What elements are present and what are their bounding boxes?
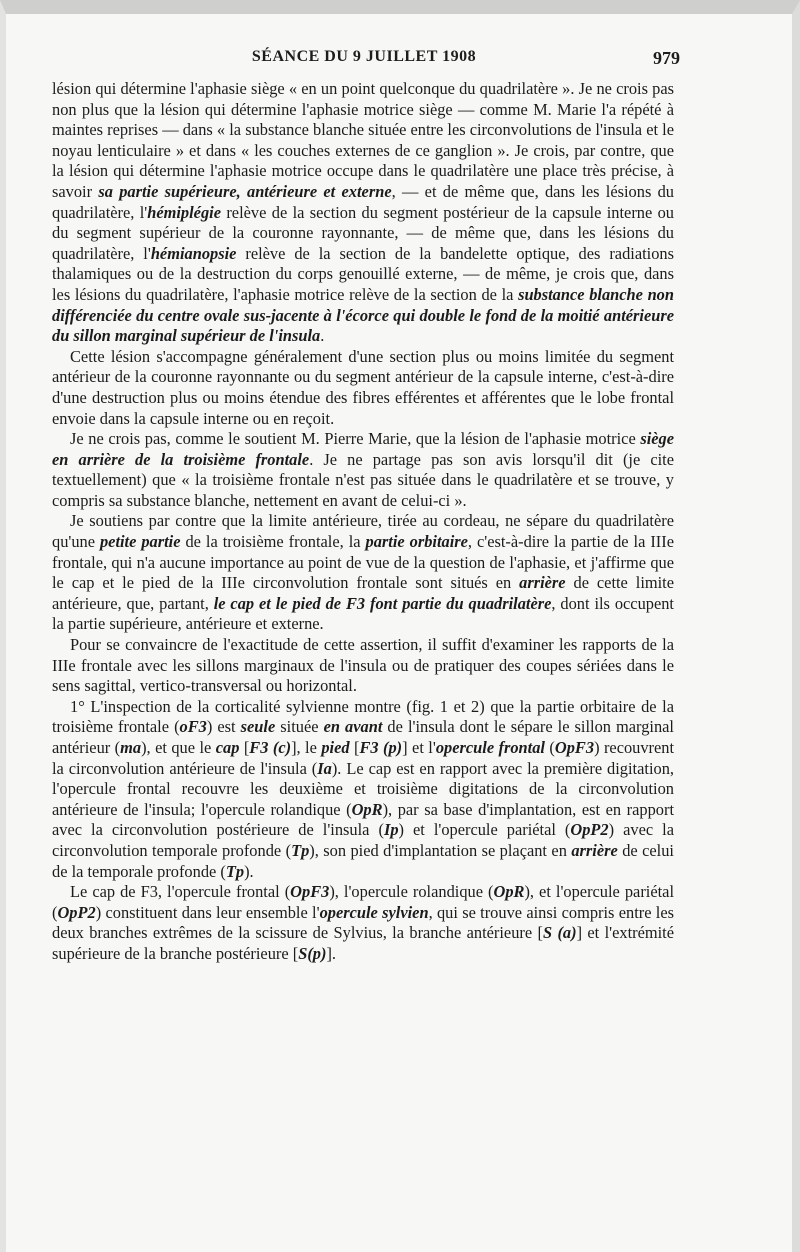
text-run: relève de la section du segment postérieur de la capsule interne ou du segment supérieur de la couronne rayonnante, — de même que, dans les lésions du quadrilatère, l' (52, 202, 674, 263)
emphasis-run: hémiplégie (147, 202, 221, 222)
text-run: de celui de la temporale profonde ( (52, 840, 674, 881)
text-run: ]. (326, 943, 336, 963)
emphasis-run: arrière (571, 840, 618, 860)
emphasis-run: Tp (291, 840, 310, 860)
emphasis-run: opercule frontal (435, 738, 545, 757)
emphasis-run: OpP2 (57, 902, 96, 922)
text-run: , — et de même que, dans les lésions du quadrilatère, l' (52, 181, 675, 222)
text-run: ), et l'opercule pariétal ( (52, 882, 674, 922)
emphasis-run: F3 (p) (359, 738, 403, 757)
text-run: située (275, 717, 324, 737)
text-run: ) avec la circonvolution temporale profonde ( (52, 820, 674, 860)
text-run: de l'insula dont le sépare le sillon marginal antérieur ( (52, 717, 674, 757)
text-run: ). (244, 861, 254, 881)
paragraph-7 (52, 882, 674, 964)
text-run: 1° L'inspection de la corticalité sylvienne montre (fig. 1 et 2) que la partie orbitaire de la troisième frontale ( (52, 696, 674, 737)
text-run: ). Le cap est en rapport avec la première digitation, l'opercule frontal recouvre les deuxième et troisième digitations de la circonvolution antérieure de l'insula; l'opercule rolandique ( (52, 758, 674, 819)
emphasis-run: le cap et le pied de F3 font partie du quadrilatère (213, 593, 552, 613)
emphasis-run: seule (240, 717, 276, 737)
emphasis-run: S (a) (542, 923, 577, 943)
text-run: , qui se trouve ainsi compris entre les deux branches extrêmes de la scissure de Sylvius, la branche antérieure [ (52, 902, 674, 943)
text-run: , c'est-à-dire la partie de la IIIe frontale, qui n'a aucune importance au point de vue de la question de l'aphasie, et j'affirme que le cap et le pied de la IIIe circonvolution frontale sont situés en (52, 532, 674, 593)
text-run: de cette limite antérieure, que, partant, (52, 573, 675, 613)
text-run: ) constituent dans leur ensemble l' (95, 902, 320, 922)
text-run: Je soutiens par contre que la limite antérieure, tirée au cordeau, ne sépare du quadrilatère qu'une (52, 511, 674, 552)
text-run: ), et que le (141, 738, 216, 757)
paragraph-5 (52, 635, 674, 697)
emphasis-run: OpF3 (554, 738, 595, 757)
emphasis-run: cap (215, 738, 240, 757)
text-run: Cette lésion s'accompagne généralement d'une section plus ou moins limitée du segment antérieur de la couronne rayonnante ou du segment antérieur de la capsule interne, c'est-à-dire d'une destruction plus ou moins étendue des fibres efférentes et afférentes que le lobe frontal envoie dans la capsule interne ou en reçoit. (52, 346, 674, 428)
text-run: ] et l'extrémité supérieure de la branche postérieure [ (52, 923, 675, 963)
text-run: ), par sa base d'implantation, est en rapport avec la circonvolution postérieure de l'insula ( (52, 799, 674, 840)
paragraph-4 (52, 511, 674, 635)
text-run: ] et l' (402, 738, 436, 757)
paragraph-1 (52, 79, 674, 347)
text-run: lésion qui détermine l'aphasie siège « en un point quelconque du quadrilatère ». Je ne crois pas non plus que la lésion qui détermine l'aphasie motrice siège — comme M. Marie l'a répété à maintes reprises — dans « la substance blanche située entre les circonvolutions de l'insula et le noyau lenticulaire » et dans « les couches externes de ce ganglion ». Je crois, par contre, que la lésion qui détermine l'aphasie motrice occupe dans le quadrilatère une place très précise, à savoir (52, 79, 674, 201)
text-run: [ (239, 738, 250, 757)
emphasis-run: en avant (323, 717, 383, 737)
running-header (48, 48, 680, 72)
paragraph-2 (52, 347, 674, 429)
emphasis-run: petite partie (99, 532, 181, 552)
paragraph-3 (52, 429, 674, 511)
text-run: [ (349, 738, 360, 757)
emphasis-run: oF3 (179, 717, 207, 737)
text-run: ) est (206, 717, 241, 737)
text-run: de la troisième frontale, la (180, 532, 366, 552)
emphasis-run: OpF3 (290, 882, 330, 902)
article-body (52, 79, 674, 965)
emphasis-run: hémianopsie (150, 243, 237, 263)
emphasis-run: pied (321, 738, 350, 757)
emphasis-run: ma (120, 738, 142, 757)
text-run: . (320, 326, 325, 346)
emphasis-run: OpP2 (570, 820, 609, 840)
text-run: ) et l'opercule pariétal ( (398, 820, 571, 840)
emphasis-run: Ia (317, 758, 332, 778)
emphasis-run: substance blanche non différenciée du centre ovale sus-jacente à l'écorce qui double le fond de la moitié antérieure du sillon marginal supérieur de l'insula (52, 284, 674, 346)
emphasis-run: partie orbitaire (365, 532, 468, 552)
running-title: SÉANCE DU 9 JUILLET 1908 (251, 48, 477, 65)
page-number: 979 (653, 48, 680, 68)
emphasis-run: opercule sylvien (319, 902, 429, 922)
text-run: ( (544, 738, 555, 757)
text-run: ], le (291, 738, 322, 757)
emphasis-run: arrière (519, 573, 566, 593)
emphasis-run: Tp (225, 861, 245, 881)
text-run: , dont ils occupent la partie supérieure, antérieure et externe. (52, 593, 674, 634)
text-run: Je ne crois pas, comme le soutient M. Pierre Marie, que la lésion de l'aphasie motrice (70, 429, 641, 449)
text-run: ) recouvrent la circonvolution antérieure de l'insula ( (52, 738, 675, 778)
text-run: ), son pied d'implantation se plaçant en (309, 840, 572, 860)
emphasis-run: Ip (383, 820, 399, 840)
paragraph-6 (52, 697, 674, 882)
emphasis-run: sa partie supérieure, antérieure et externe (98, 181, 392, 201)
text-run: Pour se convaincre de l'exactitude de cette assertion, il suffit d'examiner les rapports de la IIIe frontale avec les sillons marginaux de l'insula ou de pratiquer des coupes sériées dans le sens sagittal, vertico-transversal ou horizontal. (52, 635, 674, 696)
emphasis-run: F3 (c) (249, 738, 292, 757)
text-run: . Je ne partage pas son avis lorsqu'il dit (je cite textuellement) que « la troisième frontale n'est pas située dans le quadrilatère et se trouve, y compris sa substance blanche, nettement en avant de celui-ci ». (52, 449, 674, 510)
emphasis-run: OpR (351, 799, 383, 819)
text-run: ), l'opercule rolandique ( (329, 882, 494, 902)
text-run: relève de la section de la bandelette optique, des radiations thalamiques ou de la destruction du corps genouillé externe, — de même, je crois que, dans les lésions du quadrilatère, l'aphasie motrice relève de la section de la (52, 243, 674, 304)
emphasis-run: S(p) (298, 943, 327, 963)
emphasis-run: OpR (493, 882, 525, 902)
emphasis-run: siège en arrière de la troisième frontale (52, 429, 674, 469)
text-run: Le cap de F3, l'opercule frontal ( (70, 882, 291, 902)
